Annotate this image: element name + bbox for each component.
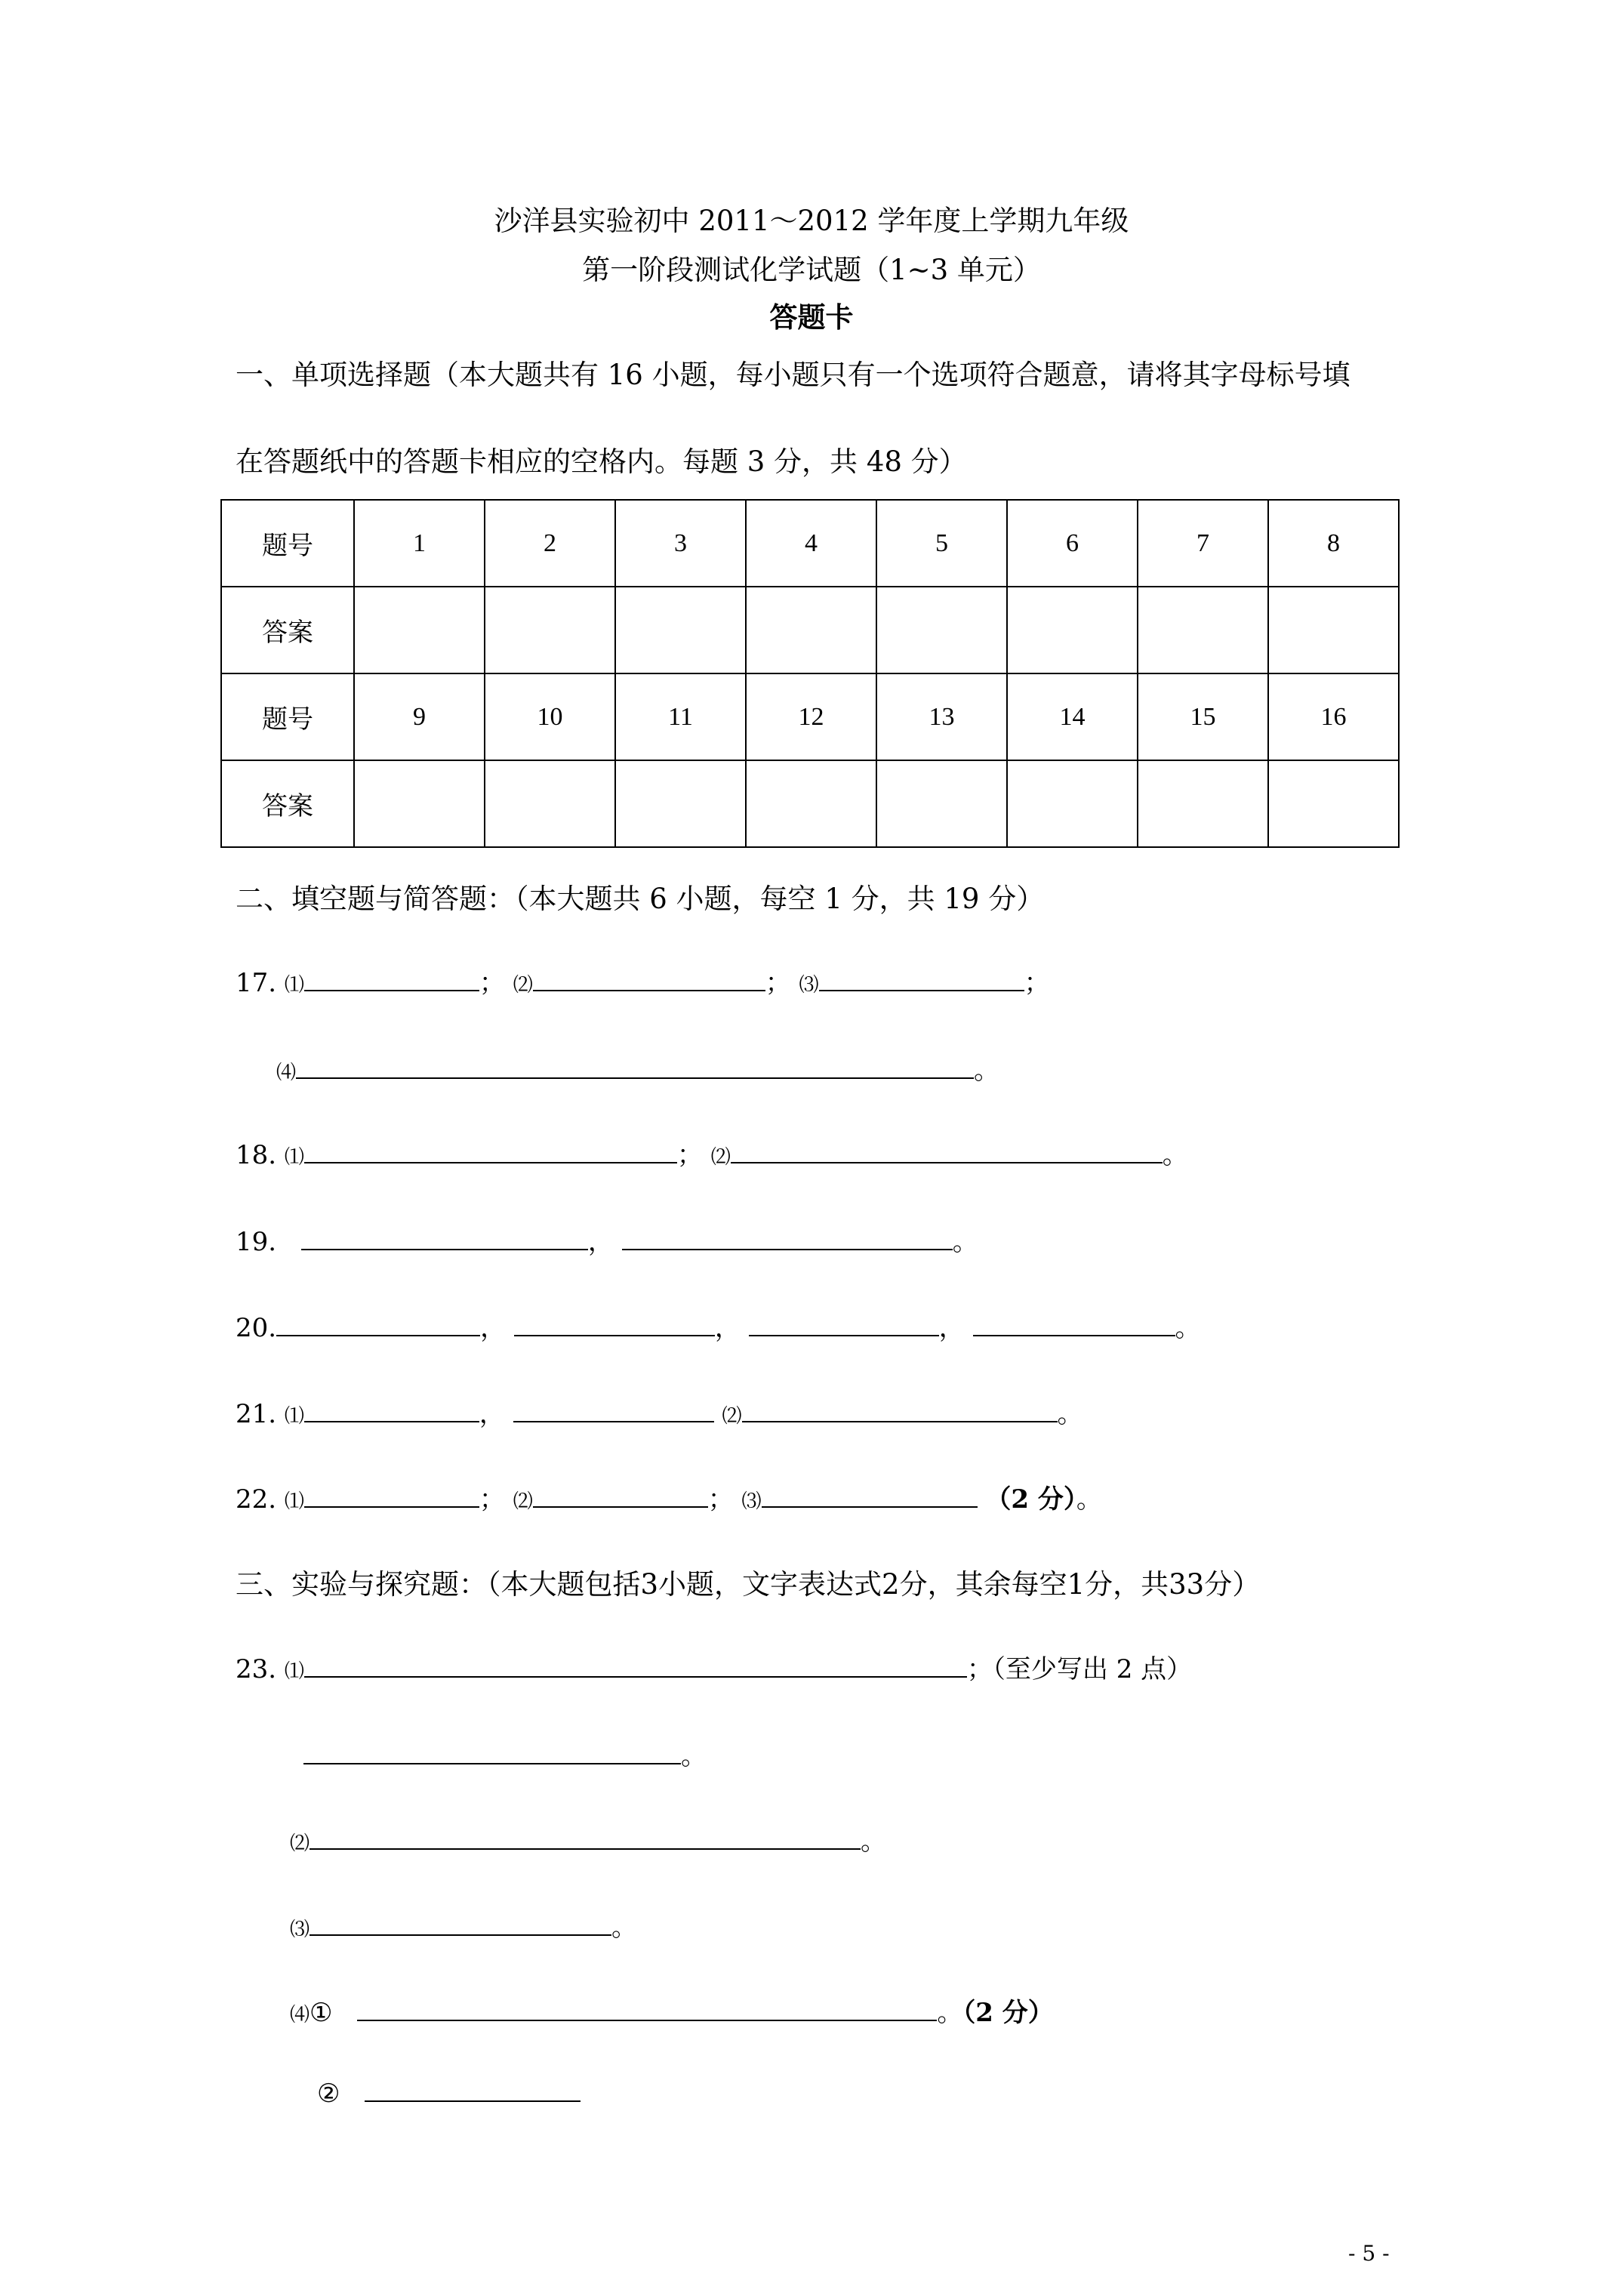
separator: ； [1024, 968, 1050, 998]
separator: ； [676, 1140, 703, 1170]
answer-blank[interactable] [304, 1484, 479, 1508]
hint-text: ；（至少写出 2 点） [966, 1654, 1193, 1684]
title-line-1: 沙洋县实验初中 2011～2012 学年度上学期九年级 [494, 205, 1129, 237]
section2-title: 二、填空题与简答题：（本大题共 6 小题，每空 1 分，共 19 分） [236, 883, 1045, 915]
answer-cell[interactable] [746, 587, 876, 673]
answer-cell[interactable] [1268, 587, 1399, 673]
answer-blank[interactable] [513, 1398, 714, 1422]
question-number: 18. [236, 1140, 277, 1170]
question-17-line2 [276, 1049, 999, 1086]
separator: ； [765, 968, 791, 998]
part-marker: ⑵ [513, 1490, 533, 1513]
table-row-numbers-2 [221, 673, 1399, 760]
question-20 [236, 1307, 1201, 1344]
question-number-cell: 9 [354, 673, 485, 760]
part-marker: ⑴ [284, 974, 304, 997]
circled-number: ① [310, 1998, 333, 2028]
question-17-line1 [236, 962, 1050, 999]
table-row-answers-1 [221, 587, 1399, 673]
answer-table [220, 499, 1400, 848]
question-number-cell: 5 [876, 500, 1007, 587]
separator: ， [938, 1313, 965, 1343]
question-number-cell: 8 [1268, 500, 1399, 587]
answer-cell[interactable] [1007, 760, 1138, 847]
part-marker: ⑴ [284, 1490, 304, 1513]
question-number-cell: 4 [746, 500, 876, 587]
answer-blank[interactable] [365, 2078, 581, 2102]
answer-cell[interactable] [615, 760, 746, 847]
question-number-cell: 10 [485, 673, 615, 760]
question-number: 17. [236, 968, 277, 998]
row-label-answer: 答案 [221, 587, 354, 673]
answer-blank[interactable] [762, 1484, 978, 1508]
line-end: 。 [861, 1826, 887, 1857]
answer-blank[interactable] [622, 1226, 953, 1250]
line-end: 。 [1057, 1399, 1083, 1429]
question-number-cell: 3 [615, 500, 746, 587]
part-marker: ⑶ [741, 1490, 762, 1513]
table-row-answers-2 [221, 760, 1399, 847]
answer-blank[interactable] [296, 1055, 974, 1079]
question-18 [236, 1134, 1188, 1171]
question-number-cell: 13 [876, 673, 1007, 760]
answer-cell[interactable] [1138, 587, 1268, 673]
line-end: 。 [1076, 1484, 1102, 1515]
score-note: （2 分） [985, 1484, 1076, 1515]
separator: ， [714, 1313, 741, 1343]
question-21 [236, 1393, 1083, 1430]
question-number: 21. [236, 1399, 277, 1429]
answer-cell[interactable] [615, 587, 746, 673]
row-label-number: 题号 [221, 673, 354, 760]
answer-blank[interactable] [533, 967, 765, 991]
line-end: 。 [974, 1056, 1000, 1086]
line-end: 。 [937, 1998, 963, 2028]
question-23-part3 [290, 1906, 637, 1943]
answer-blank[interactable] [276, 1312, 480, 1336]
separator: ， [480, 1313, 507, 1343]
answer-cell[interactable] [1268, 760, 1399, 847]
section3-title: 三、实验与探究题：（本大题包括3小题，文字表达式2分，其余每空1分，共33分） [236, 1568, 1261, 1601]
question-22 [236, 1478, 1102, 1515]
part-marker: ⑴ [284, 1146, 304, 1169]
question-23-part4-1 [290, 1992, 1054, 2029]
answer-cell[interactable] [1138, 760, 1268, 847]
question-number: 23. [236, 1654, 277, 1684]
question-number-cell: 14 [1007, 673, 1138, 760]
line-end: 。 [952, 1227, 978, 1257]
answer-blank[interactable] [304, 967, 479, 991]
answer-blank[interactable] [742, 1398, 1058, 1422]
answer-cell[interactable] [1007, 587, 1138, 673]
line-end: 。 [681, 1741, 707, 1771]
circled-number: ② [317, 2079, 340, 2109]
question-number-cell: 12 [746, 673, 876, 760]
question-23-part2 [290, 1820, 886, 1857]
answer-blank[interactable] [514, 1312, 715, 1336]
question-number: 19. [236, 1227, 277, 1257]
answer-blank[interactable] [310, 1826, 861, 1850]
title-line-2: 第一阶段测试化学试题（1~3 单元） [582, 254, 1041, 286]
answer-blank[interactable] [310, 1912, 611, 1936]
question-number-cell: 6 [1007, 500, 1138, 587]
answer-cell[interactable] [876, 587, 1007, 673]
score-note: （2 分） [962, 1998, 1054, 2028]
part-marker: ⑶ [799, 974, 819, 997]
section1-title-b: 在答题纸中的答题卡相应的空格内。每题 3 分，共 48 分） [236, 445, 967, 478]
answer-cell[interactable] [354, 587, 485, 673]
question-23-part1-cont [303, 1735, 707, 1772]
question-23-part4-2 [317, 2078, 581, 2109]
separator: ， [479, 1399, 505, 1429]
question-number: 20. [236, 1313, 277, 1343]
answer-blank[interactable] [533, 1484, 708, 1508]
answer-blank[interactable] [301, 1226, 588, 1250]
question-number-cell: 16 [1268, 673, 1399, 760]
answer-blank[interactable] [304, 1139, 677, 1163]
answer-blank[interactable] [973, 1312, 1175, 1336]
part-marker: ⑴ [284, 1660, 304, 1683]
separator: ； [479, 1484, 505, 1515]
answer-cell[interactable] [485, 760, 615, 847]
answer-blank[interactable] [304, 1398, 479, 1422]
question-19 [236, 1221, 978, 1258]
part-marker: ⑴ [284, 1405, 304, 1428]
table-row-numbers-1 [221, 500, 1399, 587]
answer-cell[interactable] [746, 760, 876, 847]
title-line-3: 答题卡 [769, 300, 854, 334]
page-number: - 5 - [1348, 2241, 1390, 2266]
answer-blank[interactable] [303, 1740, 681, 1764]
part-marker: ⑵ [722, 1405, 742, 1428]
question-number-cell: 1 [354, 500, 485, 587]
line-end: 。 [1162, 1140, 1188, 1170]
question-number-cell: 2 [485, 500, 615, 587]
answer-blank[interactable] [749, 1312, 939, 1336]
part-marker: ⑵ [290, 1832, 310, 1855]
row-label-number: 题号 [221, 500, 354, 587]
part-marker: ⑵ [710, 1146, 731, 1169]
part-marker: ⑷ [290, 2004, 310, 2026]
question-23-part1 [236, 1648, 1192, 1685]
part-marker: ⑵ [513, 974, 533, 997]
question-number: 22. [236, 1484, 277, 1515]
answer-blank[interactable] [357, 1997, 937, 2021]
separator: ； [479, 968, 505, 998]
line-end: 。 [1175, 1313, 1201, 1343]
question-number-cell: 15 [1138, 673, 1268, 760]
row-label-answer: 答案 [221, 760, 354, 847]
question-number-cell: 11 [615, 673, 746, 760]
answer-blank[interactable] [731, 1139, 1163, 1163]
question-number-cell: 7 [1138, 500, 1268, 587]
answer-cell[interactable] [354, 760, 485, 847]
answer-blank[interactable] [819, 967, 1024, 991]
answer-cell[interactable] [485, 587, 615, 673]
answer-blank[interactable] [304, 1653, 967, 1678]
separator: ； [707, 1484, 734, 1515]
section1-title-a: 一、单项选择题（本大题共有 16 小题，每小题只有一个选项符合题意，请将其字母标号填 [236, 359, 1350, 391]
separator: ， [587, 1227, 614, 1257]
line-end: 。 [611, 1912, 638, 1943]
part-marker: ⑷ [276, 1062, 297, 1084]
part-marker: ⑶ [290, 1918, 310, 1941]
answer-cell[interactable] [876, 760, 1007, 847]
